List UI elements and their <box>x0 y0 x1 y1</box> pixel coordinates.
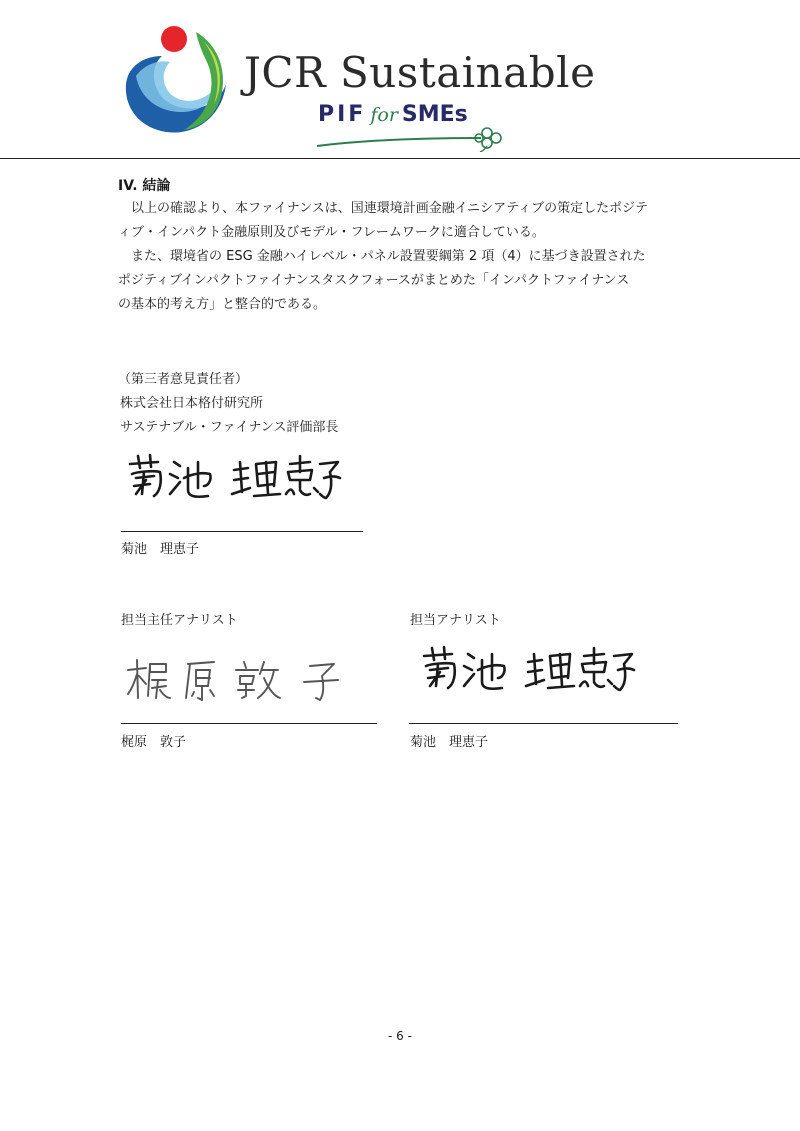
signature-kajiwara-atsuko <box>126 656 346 702</box>
third-party-company: 株式会社日本格付研究所 <box>120 396 264 411</box>
signature-kikuchi-rieko <box>124 450 344 502</box>
page-number: - 6 - <box>388 1029 412 1043</box>
brand-sub-pif: PIF <box>318 102 367 127</box>
paragraph-2-line-1: また、環境省の ESG 金融ハイレベル・パネル設置要綱第 2 項（4）に基づき設置された <box>131 249 646 264</box>
third-party-role-label: （第三者意見責任者） <box>118 372 249 387</box>
third-party-department: サステナブル・ファイナンス評価部長 <box>120 420 339 435</box>
header-divider <box>0 158 800 159</box>
analyst-role-label: 担当アナリスト <box>410 613 501 628</box>
signature-line-third-party <box>121 531 363 532</box>
section-heading: IV. 結論 <box>118 178 171 194</box>
third-party-printed-name: 菊池 理恵子 <box>121 542 200 557</box>
brand-sub-for: for <box>370 104 398 126</box>
paragraph-1-line-2: ィブ・インパクト金融原則及びモデル・フレームワークに適合している。 <box>118 225 545 240</box>
paragraph-2-line-2: ポジティブインパクトファイナンスタスクフォースがまとめた「インパクトファイナンス <box>118 273 630 288</box>
paragraph-2-line-3: の基本的考え方」と整合的である。 <box>118 297 327 312</box>
clover-swoosh-icon <box>315 124 505 152</box>
signature-kikuchi-rieko-analyst <box>418 642 638 694</box>
chief-analyst-printed-name: 梶原 敦子 <box>121 735 187 750</box>
chief-analyst-role-label: 担当主任アナリスト <box>121 613 238 628</box>
brand-sub-smes: SMEs <box>401 102 468 127</box>
brand-title: JCR Sustainable <box>244 48 596 97</box>
jcr-logo-icon <box>118 22 230 142</box>
signature-line-analyst <box>409 723 678 724</box>
signature-line-chief-analyst <box>121 723 377 724</box>
analyst-printed-name: 菊池 理恵子 <box>410 735 489 750</box>
paragraph-1-line-1: 以上の確認より、本ファイナンスは、国連環境計画金融イニシアティブの策定したポジテ <box>131 201 649 216</box>
